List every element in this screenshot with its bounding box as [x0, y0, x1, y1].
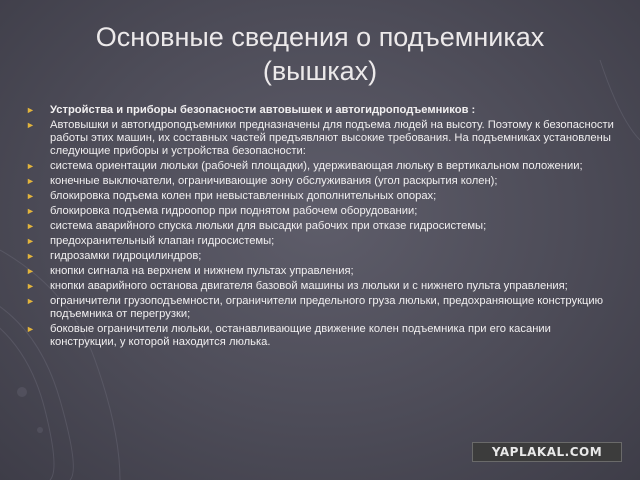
bullet-arrow-icon: ► — [26, 190, 35, 201]
bullet-arrow-icon: ► — [26, 266, 35, 277]
bullet-list — [26, 104, 618, 351]
bullet-text: конечные выключатели, ограничивающие зону обслуживания (угол раскрытия колен); — [50, 174, 498, 187]
bullet-item — [26, 175, 618, 188]
bullet-text: боковые ограничители люльки, останавливающие движение колен подъемника при его касании конструкции, у которой находится люлька. — [50, 323, 551, 348]
bullet-item — [26, 205, 618, 218]
bullet-item — [26, 295, 618, 320]
bullet-text: гидрозамки гидроцилиндров; — [50, 250, 202, 263]
bullet-arrow-icon: ► — [26, 220, 35, 231]
bullet-arrow-icon: ► — [26, 236, 35, 247]
bullet-text: блокировка подъема гидроопор при поднятом рабочем оборудовании; — [50, 204, 418, 217]
bullet-text: Устройства и приборы безопасности автовышек и автогидроподъемников : — [50, 104, 476, 116]
watermark-logo: YAPLAKAL.COM — [472, 442, 622, 462]
bullet-item — [26, 104, 618, 117]
bullet-item — [26, 250, 618, 263]
bullet-item — [26, 280, 618, 293]
bullet-item — [26, 160, 618, 173]
bullet-arrow-icon: ► — [26, 175, 35, 186]
bullet-arrow-icon: ► — [26, 296, 35, 307]
title-line-1: Основные сведения о подъемниках — [95, 22, 545, 52]
bullet-text: блокировка подъема колен при невыставленных дополнительных опорах; — [50, 189, 437, 202]
bullet-arrow-icon: ► — [26, 105, 35, 115]
bullet-text: кнопки аварийного останова двигателя базовой машины из люльки и с нижнего пульта управления; — [50, 280, 568, 293]
bullet-text: Автовышки и автогидроподъемники предназначены для подъема людей на высоту. Поэтому к безопасности работы этих машин, их составных частей предъявляют высокие требования. На подъемниках установлены следующие приборы и устройства безопасности: — [50, 119, 614, 157]
bullet-text: система аварийного спуска люльки для высадки рабочих при отказе гидросистемы; — [50, 219, 487, 232]
bullet-text: кнопки сигнала на верхнем и нижнем пультах управления; — [50, 265, 354, 278]
bullet-item — [26, 265, 618, 278]
bullet-item — [26, 119, 618, 157]
bullet-arrow-icon: ► — [26, 324, 35, 335]
bullet-item — [26, 220, 618, 233]
bullet-arrow-icon: ► — [26, 160, 35, 171]
bullet-text: ограничители грузоподъемности, ограничители предельного груза люльки, предохраняющие конструкцию подъемника от перегрузки; — [50, 295, 604, 321]
bullet-text: предохранительный клапан гидросистемы; — [50, 235, 275, 248]
bullet-item — [26, 235, 618, 248]
title-line-2: (вышках) — [262, 56, 378, 86]
bullet-arrow-icon: ► — [26, 251, 35, 262]
bullet-arrow-icon: ► — [26, 120, 35, 131]
slide-title — [20, 20, 620, 88]
bullet-item — [26, 190, 618, 203]
bullet-arrow-icon: ► — [26, 281, 35, 292]
bullet-text: система ориентации люльки (рабочей площадки), удерживающая люльку в вертикальном положении; — [50, 159, 583, 172]
bullet-arrow-icon: ► — [26, 205, 35, 216]
bullet-item — [26, 323, 618, 348]
